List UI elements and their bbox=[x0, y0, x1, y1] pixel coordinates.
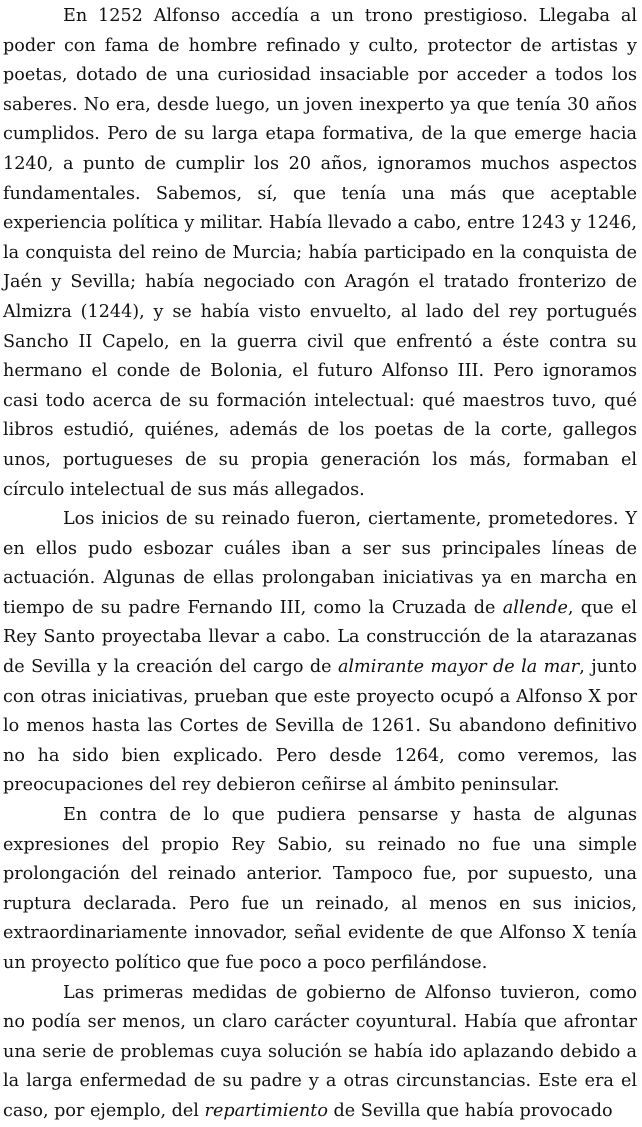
italic-term-repartimiento: repartimiento bbox=[204, 1100, 328, 1121]
paragraph-2 bbox=[3, 505, 637, 801]
italic-term-allende: allende bbox=[502, 597, 568, 618]
paragraph-4 bbox=[3, 979, 637, 1127]
paragraph-4-text-b: de Sevilla que había provocado bbox=[327, 1100, 613, 1121]
paragraph-1-text: En 1252 Alfonso accedía a un trono prestigioso. Llegaba al poder con fama de hombre refinado y culto, protector de artistas y poetas, dotado de una curiosidad insaciable por acceder a todos los saberes. No era, desde luego, un joven inexperto ya que tenía 30 años cumplidos. Pero de su larga etapa formativa, de la que emerge hacia 1240, a punto de cumplir los 20 años, ignoramos muchos aspectos fundamentales. Sabemos, sí, que tenía una más que aceptable experiencia política y militar. Había llevado a cabo, entre 1243 y 1246, la conquista del reino de Murcia; había participado en la conquista de Jaén y Sevilla; había negociado con Aragón el tratado fronterizo de Almizra (1244), y se había visto envuelto, al lado del rey portugués Sancho II Capelo, en la guerra civil que enfrentó a éste contra su hermano el conde de Bolonia, el futuro Alfonso III. Pero ignoramos casi todo acerca de su formación intelectual: qué maestros tuvo, qué libros estudió, quiénes, además de los poetas de la corte, gallegos unos, portugueses de su propia generación los más, formaban el círculo intelectual de sus más allegados. bbox=[3, 6, 637, 500]
paragraph-3 bbox=[3, 801, 637, 979]
paragraph-4-text-a: Las primeras medidas de gobierno de Alfonso tuvieron, como no podía ser menos, un claro carácter coyuntural. Había que afrontar una serie de problemas cuya solución se había ido aplazando debido a la larga enfermedad de su padre y a otras circunstancias. Este era el caso, por ejemplo, del bbox=[3, 982, 637, 1121]
document-page bbox=[3, 2, 637, 1127]
paragraph-2-text-a: Los inicios de su reinado fueron, ciertamente, prometedores. Y en ellos pudo esbozar cuáles iban a ser sus principales líneas de actuación. Algunas de ellas prolongaban iniciativas ya en marcha en tiempo de su padre Fernando III, como la Cruzada de bbox=[3, 509, 637, 618]
paragraph-2-text-c: , junto con otras iniciativas, prueban que este proyecto ocupó a Alfonso X por lo menos hasta las Cortes de Sevilla de 1261. Su abandono definitivo no ha sido bien explicado. Pero desde 1264, como veremos, las preocupaciones del rey debieron ceñirse al ámbito peninsular. bbox=[3, 657, 638, 796]
paragraph-1 bbox=[3, 2, 637, 505]
italic-term-almirante: almirante mayor de la mar bbox=[337, 657, 580, 678]
paragraph-2-text-b: , que el Rey Santo proyectaba llevar a cabo. La construcción de la atarazanas de Sevilla y la creación del cargo de bbox=[3, 597, 637, 678]
paragraph-3-text: En contra de lo que pudiera pensarse y hasta de algunas expresiones del propio Rey Sabio, su reinado no fue una simple prolongación del reinado anterior. Tampoco fue, por supuesto, una ruptura declarada. Pero fue un reinado, al menos en sus inicios, extraordinariamente innovador, señal evidente de que Alfonso X tenía un proyecto político que fue poco a poco perfilándose. bbox=[3, 805, 637, 973]
